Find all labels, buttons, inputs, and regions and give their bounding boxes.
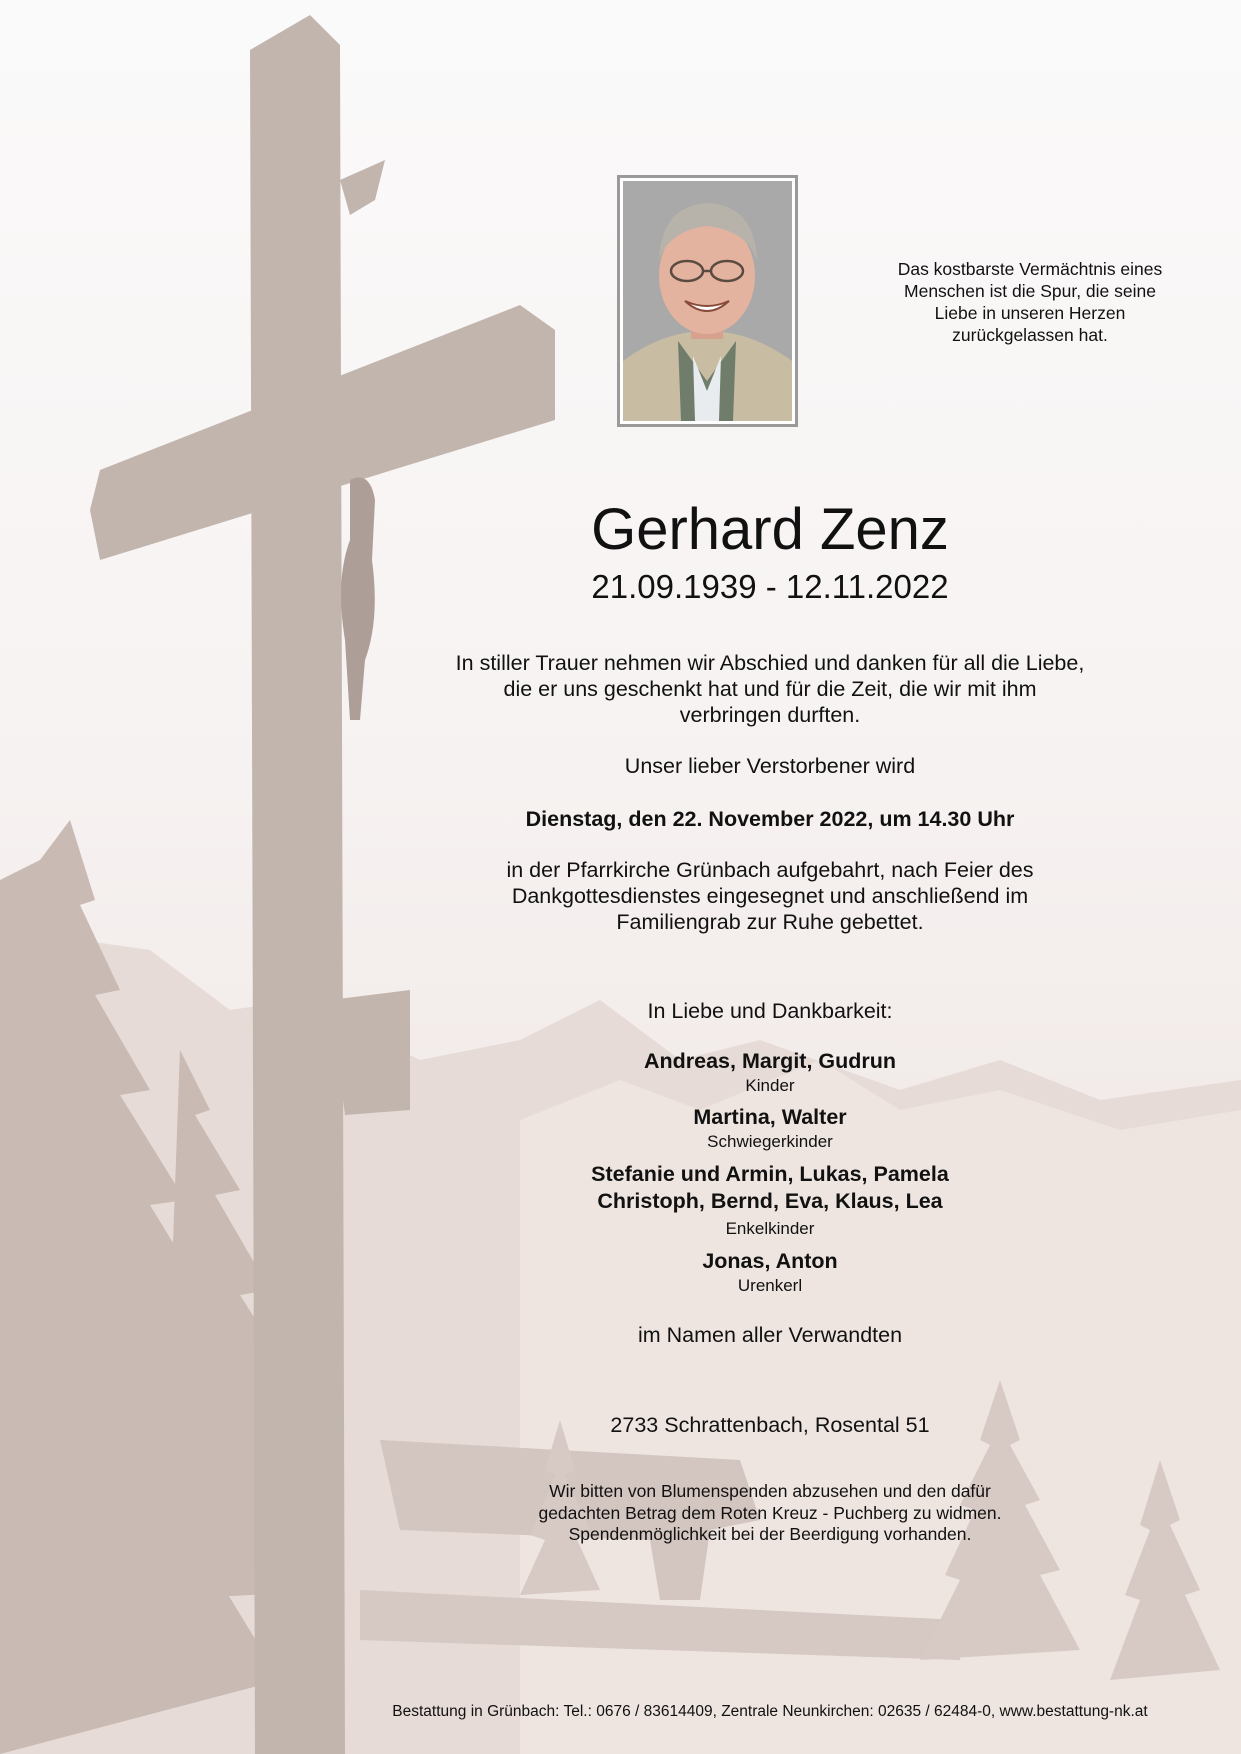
family-relation: Urenkerl [737,1276,803,1295]
intro-line: verbringen durften. [679,703,861,727]
ceremony-line: in der Pfarrkirche Grünbach aufgebahrt, nach Feier des [506,858,1034,882]
quote-line: Liebe in unseren Herzen [934,303,1126,323]
family-names: Martina, Walter [693,1105,847,1129]
ceremony-line: Dankgottesdienstes eingesegnet und anschließend im [511,884,1029,908]
family-relation: Enkelkinder [725,1219,815,1238]
donation-note [430,1481,1110,1546]
intro-line: In stiller Trauer nehmen wir Abschied und danken für all die Liebe, [455,651,1085,675]
donation-line: gedachten Betrag dem Roten Kreuz - Puchberg zu widmen. [538,1502,1002,1523]
family-group [430,1048,1110,1096]
donation-line: Wir bitten von Blumenspenden abzusehen und den dafür [549,1481,991,1501]
family-relation: Schwiegerkinder [707,1132,833,1151]
family-group [430,1248,1110,1296]
family-group [430,1104,1110,1152]
relatives-text: im Namen aller Verwandten [637,1323,903,1347]
funeral-home-footer: Bestattung in Grünbach: Tel.: 0676 / 83614409, Zentrale Neunkirchen: 02635 / 62484-0, www.bestattung-nk.at [392,1703,1148,1720]
gratitude-text: In Liebe und Dankbarkeit: [647,999,893,1023]
intro-text [430,650,1110,728]
portrait-photo [617,175,798,427]
donation-line: Spendenmöglichkeit bei der Beerdigung vorhanden. [568,1524,972,1544]
family-names: Christoph, Bernd, Eva, Klaus, Lea [597,1189,943,1213]
address: 2733 Schrattenbach, Rosental 51 [610,1413,930,1437]
memorial-quote [880,258,1180,346]
funeral-date: Dienstag, den 22. November 2022, um 14.30 Uhr [525,807,1015,831]
lead-text: Unser lieber Verstorbener wird [624,754,916,778]
quote-line: Menschen ist die Spur, die seine [904,281,1156,301]
ceremony-text [430,857,1110,935]
family-group [430,1161,1110,1239]
quote-line: zurückgelassen hat. [952,325,1108,345]
life-dates: 21.09.1939 - 12.11.2022 [591,568,949,605]
intro-line: die er uns geschenkt hat und für die Zeit, die wir mit ihm [503,677,1037,701]
family-relation: Kinder [745,1076,795,1095]
ceremony-line: Familiengrab zur Ruhe gebettet. [616,910,924,934]
deceased-name: Gerhard Zenz [591,497,949,562]
family-names: Jonas, Anton [702,1249,838,1273]
family-names: Stefanie und Armin, Lukas, Pamela [591,1162,949,1186]
crucifix-figure [341,478,375,721]
quote-line: Das kostbarste Vermächtnis eines [897,259,1163,279]
family-names: Andreas, Margit, Gudrun [643,1049,897,1073]
portrait-illustration [623,181,792,421]
